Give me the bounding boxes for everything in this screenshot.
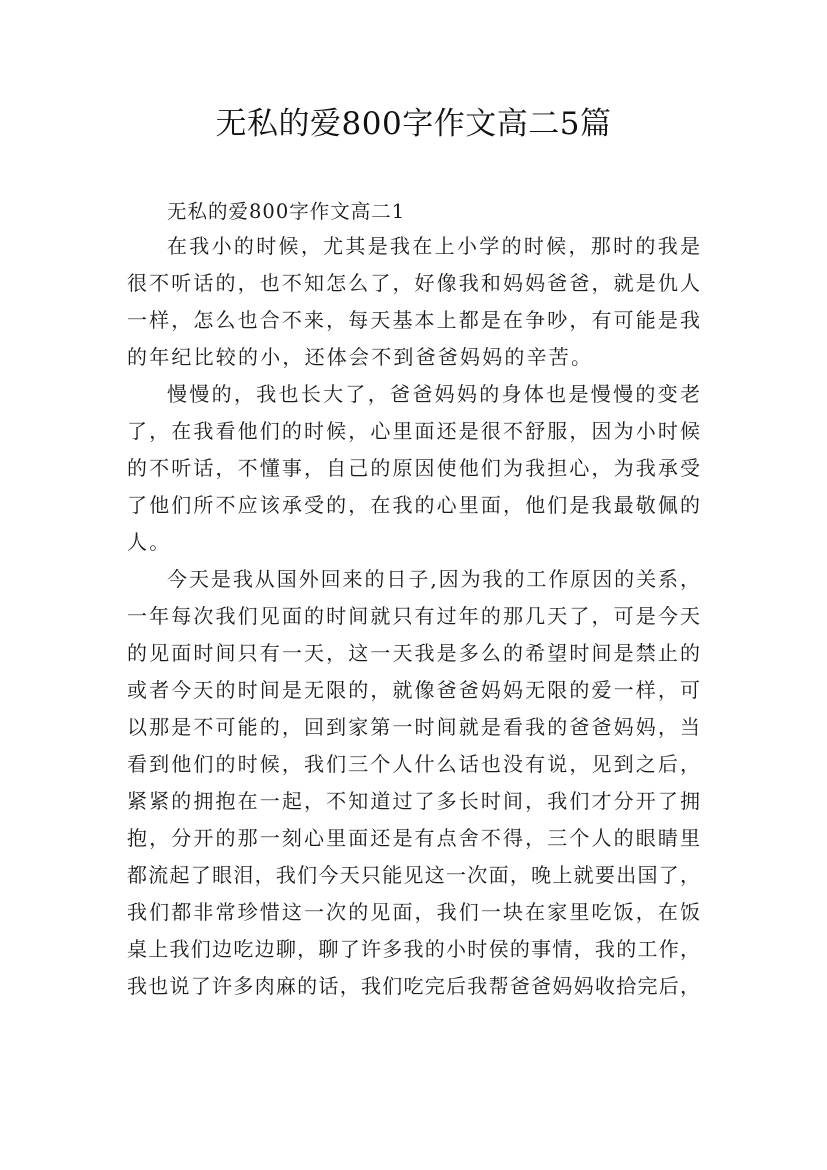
text-line: 桌上我们边吃边聊，聊了许多我的小时侯的事情，我的工作， — [127, 937, 700, 961]
text-line: 人。 — [127, 530, 172, 554]
text-line: 都流起了眼泪，我们今天只能见这一次面，晚上就要出国了， — [127, 863, 700, 887]
text-line: 在我小的时候，尤其是我在上小学的时候，那时的我是 — [167, 234, 700, 258]
text-line: 的见面时间只有一天，这一天我是多么的希望时间是禁止的 — [127, 641, 700, 665]
text-line: 了，在我看他们的时候，心里面还是很不舒服，因为小时候 — [127, 419, 700, 443]
text-line: 今天是我从国外回来的日子,因为我的工作原因的关系， — [167, 567, 700, 591]
text-line: 我也说了许多肉麻的话，我们吃完后我帮爸爸妈妈收拾完后， — [127, 974, 700, 998]
text-line: 我们都非常珍惜这一次的见面，我们一块在家里吃饭，在饭 — [127, 900, 700, 924]
text-line: 紧紧的拥抱在一起，不知道过了多长时间，我们才分开了拥 — [127, 789, 700, 813]
text-line: 很不听话的，也不知怎么了，好像我和妈妈爸爸，就是仇人 — [127, 271, 700, 295]
section-heading: 无私的爱800字作文高二1 — [167, 200, 406, 223]
text-line: 看到他们的时候，我们三个人什么话也没有说，见到之后， — [127, 752, 700, 776]
text-line: 了他们所不应该承受的，在我的心里面，他们是我最敬佩的 — [127, 493, 700, 517]
text-line: 的不听话，不懂事，自己的原因使他们为我担心，为我承受 — [127, 456, 700, 480]
text-line: 的年纪比较的小，还体会不到爸爸妈妈的辛苦。 — [127, 345, 594, 369]
page-title: 无私的爱800字作文高二5篇 — [215, 106, 612, 142]
text-line: 抱，分开的那一刻心里面还是有点舍不得，三个人的眼睛里 — [127, 826, 700, 850]
text-line: 一样，怎么也合不来，每天基本上都是在争吵，有可能是我 — [127, 308, 700, 332]
text-line: 以那是不可能的，回到家第一时间就是看我的爸爸妈妈，当 — [127, 715, 700, 739]
text-line: 一年每次我们见面的时间就只有过年的那几天了，可是今天 — [127, 604, 700, 628]
text-line: 或者今天的时间是无限的，就像爸爸妈妈无限的爱一样，可 — [127, 678, 700, 702]
text-line: 慢慢的，我也长大了，爸爸妈妈的身体也是慢慢的变老 — [167, 382, 700, 406]
